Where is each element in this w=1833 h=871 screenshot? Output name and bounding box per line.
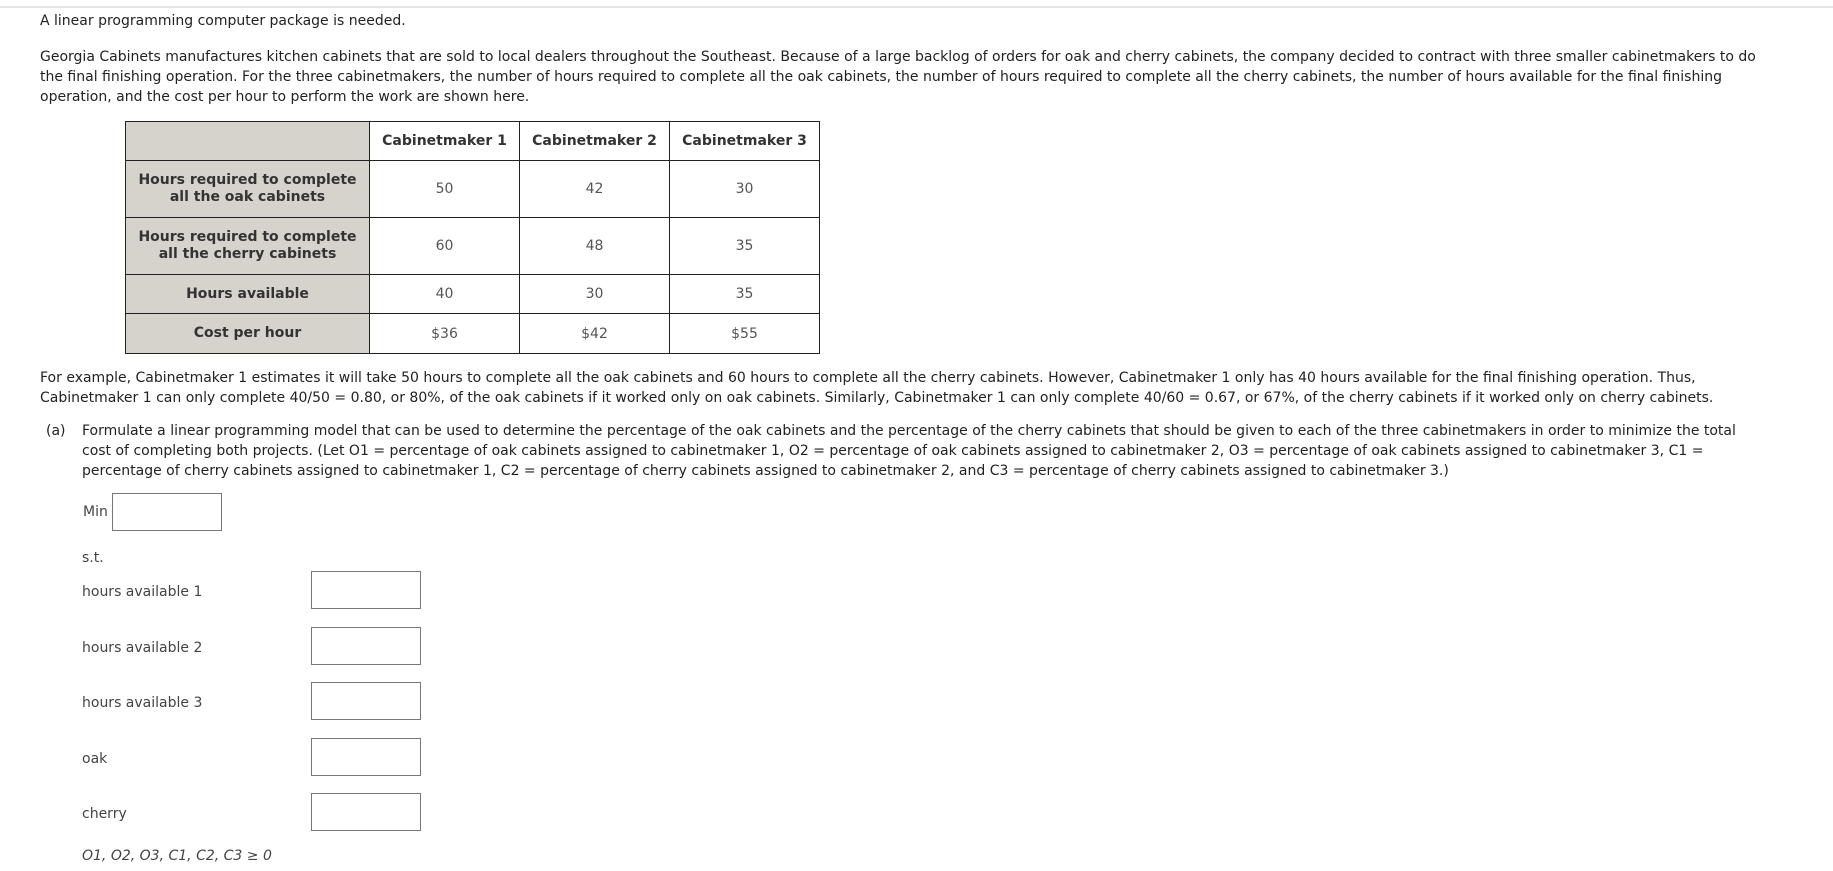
- objective-function-input[interactable]: [112, 493, 222, 531]
- table-cell: 50: [370, 161, 520, 218]
- min-label: Min: [83, 504, 108, 520]
- row-header-hours-available: Hours available: [126, 275, 370, 314]
- constraint-label-hours-3: hours available 3: [82, 695, 203, 711]
- problem-line: operation, and the cost per hour to perform the work are shown here.: [40, 89, 530, 105]
- constraint-input-hours-2[interactable]: [311, 627, 421, 665]
- intro-text: A linear programming computer package is needed.: [40, 13, 406, 29]
- part-a-line: percentage of cherry cabinets assigned to cabinetmaker 1, C2 = percentage of cherry cabinets assigned to cabinetmaker 2, and C3 = percentage of cherry cabinets assigned to cabinetmaker 3.): [82, 463, 1449, 479]
- column-header: Cabinetmaker 2: [520, 122, 670, 161]
- table-header-row: [126, 122, 820, 161]
- example-line: Cabinetmaker 1 can only complete 40/50 = 0.80, or 80%, of the oak cabinets if it worked only on oak cabinets. Similarly, Cabinetmaker 1 can only complete 40/60 = 0.67, or 67%, of the cherry cabinets if it worked only on cherry cabinets.: [40, 390, 1714, 406]
- part-a-question: [82, 421, 1822, 481]
- table-cell: 42: [520, 161, 670, 218]
- table-cell: 60: [370, 218, 520, 275]
- example-paragraph: [40, 368, 1810, 408]
- table-cell: 30: [670, 161, 820, 218]
- table-cell: 30: [520, 275, 670, 314]
- row-header-oak-hours: [126, 161, 370, 218]
- table-cell: $42: [520, 314, 670, 354]
- table-cell: 48: [520, 218, 670, 275]
- table-corner-cell: [126, 122, 370, 161]
- row-header-line: all the cherry cabinets: [158, 246, 337, 262]
- table-row: [126, 218, 820, 275]
- problem-line: the final finishing operation. For the three cabinetmakers, the number of hours required to complete all the oak cabinets, the number of hours required to complete all the cherry cabinets, the number of hours available for the final finishing: [40, 69, 1722, 85]
- constraint-label-hours-2: hours available 2: [82, 640, 203, 656]
- table-cell: 35: [670, 218, 820, 275]
- constraint-label-oak: oak: [82, 751, 108, 767]
- cabinetmaker-table: [125, 121, 820, 354]
- constraint-input-oak[interactable]: [311, 738, 421, 776]
- table-row: [126, 275, 820, 314]
- st-label: s.t.: [82, 550, 104, 566]
- nonnegativity-constraint: O1, O2, O3, C1, C2, C3 ≥ 0: [82, 848, 272, 864]
- top-divider: [0, 6, 1833, 8]
- example-line: For example, Cabinetmaker 1 estimates it will take 50 hours to complete all the oak cabinets and 60 hours to complete all the cherry cabinets. However, Cabinetmaker 1 only has 40 hours available for the final finishing operation. Thus,: [40, 370, 1696, 386]
- problem-paragraph: [40, 47, 1810, 107]
- table-row: [126, 314, 820, 354]
- row-header-line: all the oak cabinets: [169, 189, 326, 205]
- constraint-label-cherry: cherry: [82, 806, 127, 822]
- constraint-input-hours-3[interactable]: [311, 682, 421, 720]
- constraint-input-cherry[interactable]: [311, 793, 421, 831]
- table-cell: $55: [670, 314, 820, 354]
- part-a-marker: (a): [46, 423, 66, 439]
- constraint-input-hours-1[interactable]: [311, 571, 421, 609]
- column-header: Cabinetmaker 1: [370, 122, 520, 161]
- row-header-cherry-hours: [126, 218, 370, 275]
- part-a-line: Formulate a linear programming model that can be used to determine the percentage of the oak cabinets and the percentage of the cherry cabinets that should be given to each of the three cabinetmakers in order to minimize the total: [82, 423, 1736, 439]
- row-header-line: Hours required to complete: [138, 229, 357, 245]
- part-a-line: cost of completing both projects. (Let O1 = percentage of oak cabinets assigned to cabinetmaker 1, O2 = percentage of oak cabinets assigned to cabinetmaker 2, O3 = percentage of oak cabinets assigned to cabinetmaker 3, C1 =: [82, 443, 1704, 459]
- row-header-line: Hours required to complete: [138, 172, 357, 188]
- problem-line: Georgia Cabinets manufactures kitchen cabinets that are sold to local dealers throughout the Southeast. Because of a large backlog of orders for oak and cherry cabinets, the company decided to contract with three smaller cabinetmakers to do: [40, 49, 1756, 65]
- constraint-label-hours-1: hours available 1: [82, 584, 203, 600]
- table-cell: 40: [370, 275, 520, 314]
- table-cell: 35: [670, 275, 820, 314]
- table-row: [126, 161, 820, 218]
- table-cell: $36: [370, 314, 520, 354]
- row-header-cost-per-hour: Cost per hour: [126, 314, 370, 354]
- column-header: Cabinetmaker 3: [670, 122, 820, 161]
